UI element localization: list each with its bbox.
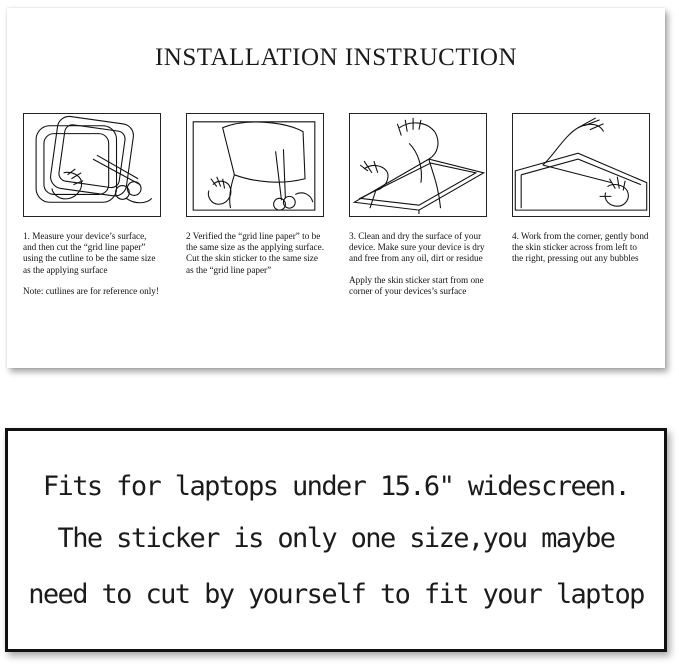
step-3-text: 3. Clean and dry the surface of your device. Make sure your device is dry and free from any oil, dirt or residue	[349, 231, 485, 264]
step-2-text: 2 Verified the “grid line paper” to be the same size as the applying surface. Cut the skin sticker to the same size as the “grid line paper”	[186, 231, 325, 275]
step-1-note: Note: cutlines are for reference only!	[23, 285, 159, 296]
notice-line-2: The sticker is only one size,you maybe	[57, 523, 615, 554]
instruction-title: INSTALLATION INSTRUCTION	[154, 44, 518, 71]
step-4	[512, 113, 650, 275]
installation-instruction-card	[7, 8, 665, 368]
step-4-text: 4. Work from the corner, gently bond the skin sticker across from left to the right, pressing out any bubbles	[512, 231, 649, 264]
step-2	[186, 113, 324, 286]
scissors-cutting-paper-icon	[23, 113, 161, 217]
hand-applying-sticker-icon	[512, 113, 650, 217]
step-1	[23, 113, 161, 307]
hands-cleaning-laptop-icon	[349, 113, 487, 217]
notice-line-3: need to cut by yourself to fit your laptop	[28, 579, 644, 610]
scissors-cutting-sticker-icon	[186, 113, 324, 217]
compatibility-notice	[5, 428, 667, 652]
step-1-text: 1. Measure your device’s surface, and then cut the “grid line paper” using the cutline to be the same size as the applying surface	[23, 231, 156, 275]
step-3	[349, 113, 487, 307]
step-3-note: Apply the skin sticker start from one corner of your devices’s surface	[349, 274, 484, 296]
notice-line-1: Fits for laptops under 15.6" widescreen.	[42, 471, 630, 502]
